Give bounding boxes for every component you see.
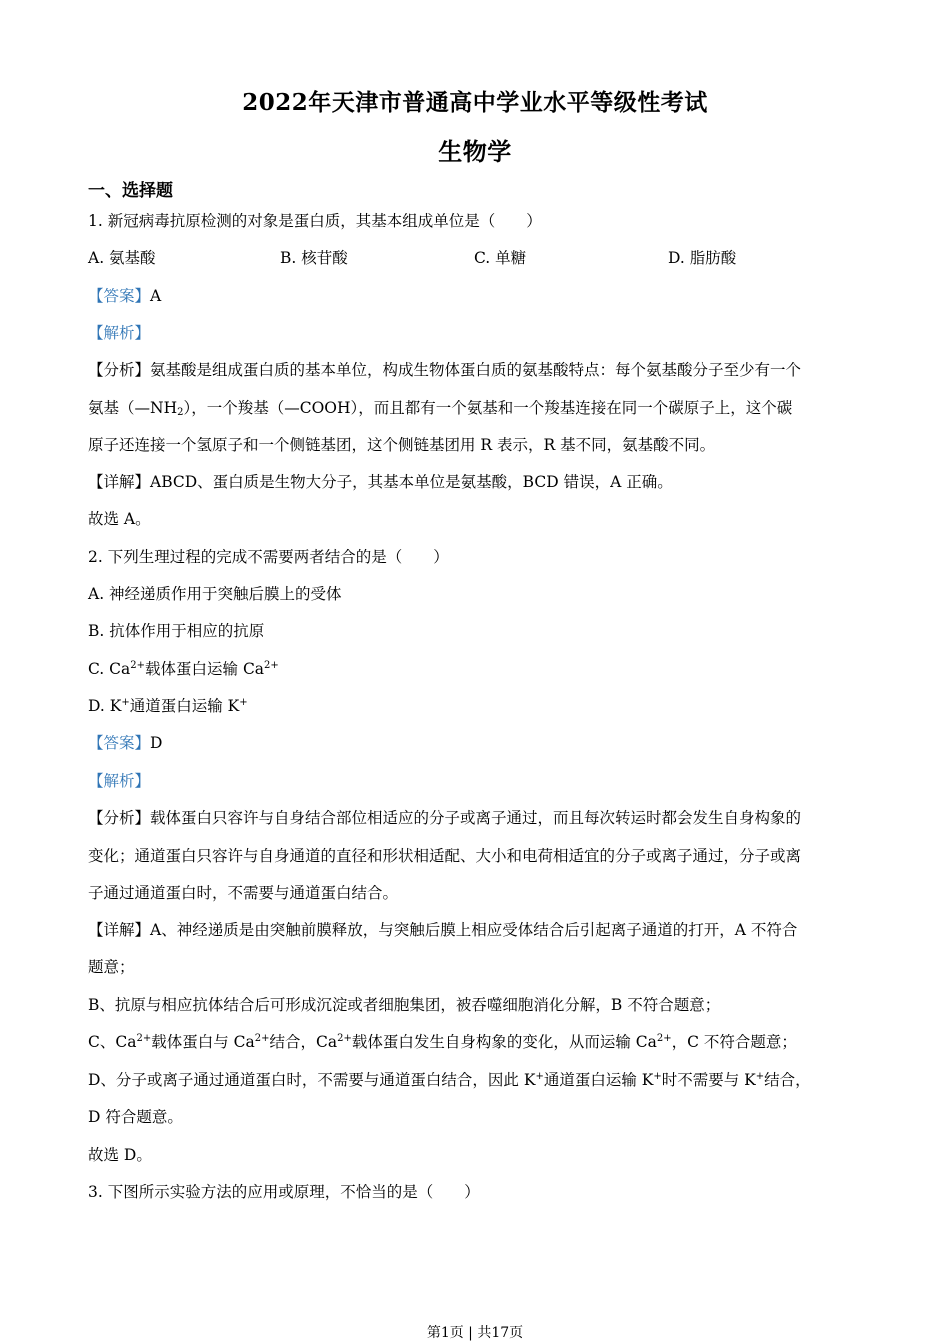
q2-xiangjie-d-line-2: D 符合题意。 <box>88 1108 183 1126</box>
fenxi-tag: 【分析】 <box>88 361 151 379</box>
q2-conclusion: 故选 D。 <box>88 1146 152 1164</box>
q1-option-b: B. 核苷酸 <box>280 249 348 267</box>
q2-xiangjie-a-line-1: 【详解】A、神经递质是由突触前膜释放，与突触后膜上相应受体结合后引起离子通道的打开，A 不符合 <box>88 921 798 939</box>
q2-xiangjie-d-line-1: D、分子或离子通过通道蛋白时，不需要与通道蛋白结合，因此 K+通道蛋白运输 K+时不需要与 K+结合， <box>88 1071 811 1089</box>
q1-option-c: C. 单糖 <box>474 249 527 267</box>
q2-option-b: B. 抗体作用于相应的抗原 <box>88 622 265 640</box>
q2-xiangjie-c: C、$Ca^{2+}$载体蛋白与 $Ca^{2+}$结合，$Ca^{2+}$载体蛋白发生自身构象的变化，从而运输 $Ca^{2+}$，C 不符合题意； <box>88 1033 797 1051</box>
q1-jiexi-tag: 【解析】 <box>88 324 151 342</box>
q1-answer <box>88 286 161 306</box>
q1-conclusion: 故选 A。 <box>88 510 151 528</box>
answer-value: D <box>150 734 163 752</box>
q2-fenxi-line-3: 子通过通道蛋白时，不需要与通道蛋白结合。 <box>88 884 399 902</box>
answer-tag: 【答案】 <box>88 734 151 752</box>
xiangjie-tag: 【详解】 <box>88 921 151 939</box>
q2-jiexi-tag: 【解析】 <box>88 772 151 790</box>
q2-stem: 2. 下列生理过程的完成不需要两者结合的是（ ） <box>88 548 449 566</box>
q2-xiangjie-a-line-2: 题意； <box>88 958 135 976</box>
q1-option-d: D. 脂肪酸 <box>668 249 737 267</box>
fenxi-tag: 【分析】 <box>88 809 151 827</box>
q1-fenxi-line-3: 原子还连接一个氢原子和一个侧链基团，这个侧链基团用 R 表示，R 基不同，氨基酸不同。 <box>88 436 716 454</box>
q3-stem: 3. 下图所示实验方法的应用或原理，不恰当的是（ ） <box>88 1183 480 1201</box>
answer-tag: 【答案】 <box>88 287 151 305</box>
q2-option-c: C. $Ca^{2+}$载体蛋白运输 $Ca^{2+}$ <box>88 660 279 678</box>
q2-fenxi-line-1: 【分析】载体蛋白只容许与自身结合部位相适应的分子或离子通过，而且每次转运时都会发生自身构象的 <box>88 809 802 827</box>
subject-title: 生物学 <box>438 137 512 166</box>
q1-fenxi-line-1: 【分析】氨基酸是组成蛋白质的基本单位，构成生物体蛋白质的氨基酸特点：每个氨基酸分子至少有一个 <box>88 361 802 379</box>
q1-xiangjie: 【详解】ABCD、蛋白质是生物大分子，其基本单位是氨基酸，BCD 错误，A 正确。 <box>88 473 673 491</box>
q1-option-a: A. 氨基酸 <box>88 249 156 267</box>
q2-option-a: A. 神经递质作用于突触后膜上的受体 <box>88 585 342 603</box>
q2-fenxi-line-2: 变化；通道蛋白只容许与自身通道的直径和形状相适配、大小和电荷相适宜的分子或离子通过，分子或离 <box>88 847 802 865</box>
q2-xiangjie-b: B、抗原与相应抗体结合后可形成沉淀或者细胞集团，被吞噬细胞消化分解，B 不符合题意； <box>88 996 721 1014</box>
q1-stem: 1. 新冠病毒抗原检测的对象是蛋白质，其基本组成单位是（ ） <box>88 212 542 230</box>
q1-fenxi-line-2: 氨基$(—NH_2)$，一个羧基（—COOH），而且都有一个氨基和一个羧基连接在同一个碳原子上，这个碳 <box>88 399 793 418</box>
exam-title: 2022年天津市普通高中学业水平等级性考试 <box>242 89 708 116</box>
page-footer: 第1页 | 共17页 <box>426 1325 524 1341</box>
q2-answer <box>88 733 162 753</box>
xiangjie-tag: 【详解】 <box>88 473 151 491</box>
section-heading: 一、选择题 <box>88 181 173 201</box>
q2-option-d: D. K+通道蛋白运输 K+ <box>88 697 248 715</box>
answer-value: A <box>150 287 162 305</box>
